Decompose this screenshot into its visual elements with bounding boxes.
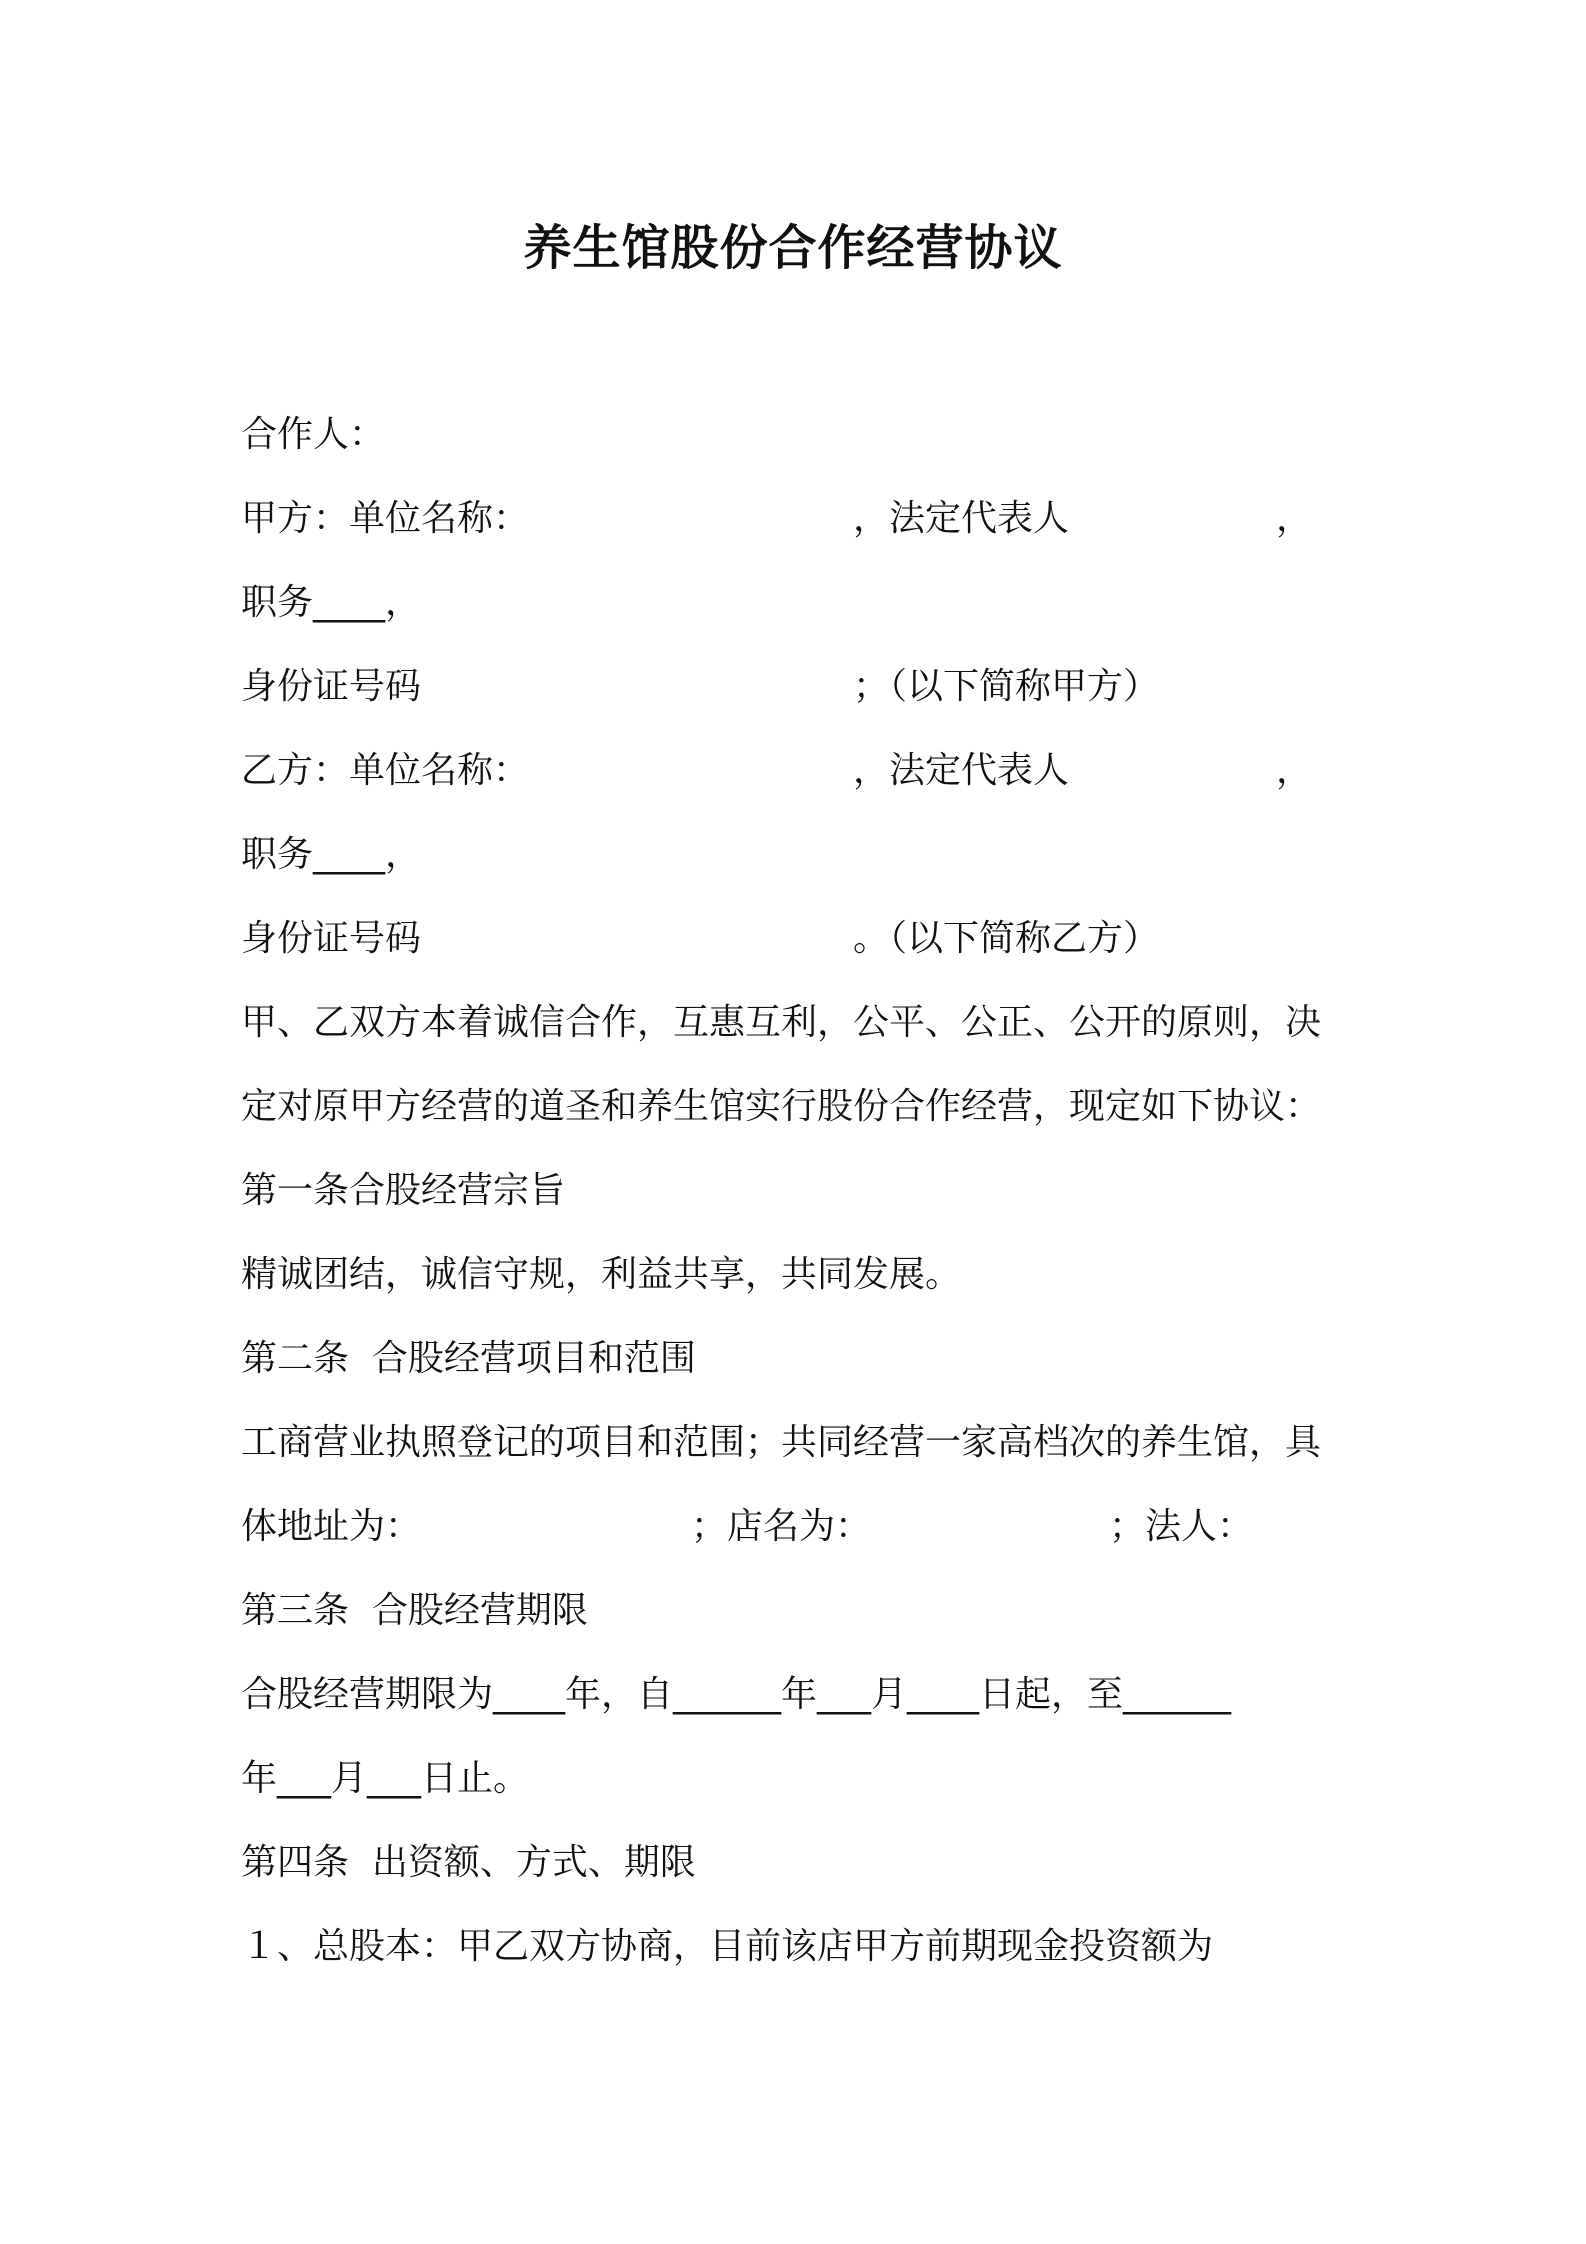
party-b-rep-end: ， [1276,750,1313,791]
article-2-text-line-1: 工商营业执照登记的项目和范围；共同经营一家高档次的养生馆，具 [241,1422,1322,1463]
party-b-id-label: 身份证号码 [241,918,422,959]
party-a-id-line [241,662,1160,712]
article-2-heading: 第二条 合股经营项目和范围 [241,1338,696,1379]
intro-paragraph-line-2: 定对原甲方经营的道圣和养生馆实行股份合作经营，现定如下协议： [241,1086,1322,1127]
party-a-rep-label: ，法定代表人 [853,498,1070,539]
article-1-heading: 第一条合股经营宗旨 [241,1170,566,1211]
document-title: 养生馆股份合作经营协议 [523,220,1063,276]
party-a-unit-label: 甲方：单位名称： [241,498,530,539]
article-1-text: 精诚团结，诚信守规，利益共享，共同发展。 [241,1254,962,1295]
partners-label: 合作人： [241,414,386,455]
article-2-address-line [241,1502,1254,1552]
article-2-store-label: ；店名为： [691,1506,872,1547]
party-a-id-end: ；（以下简称甲方） [853,666,1160,707]
article-2-address-label: 体地址为： [241,1506,422,1547]
party-b-unit-line [241,746,1313,796]
party-b-id-end: 。（以下简称乙方） [853,918,1160,959]
article-4-item-1: １、总股本：甲乙双方协商，目前该店甲方前期现金投资额为 [241,1926,1214,1967]
article-3-heading: 第三条 合股经营期限 [241,1590,588,1631]
party-a-id-label: 身份证号码 [241,666,422,707]
party-b-unit-label: 乙方：单位名称： [241,750,530,791]
intro-paragraph-line-1: 甲、乙双方本着诚信合作，互惠互利，公平、公正、公开的原则，决 [241,1002,1322,1043]
party-a-unit-line [241,494,1313,544]
article-2-legal-label: ；法人： [1109,1506,1254,1547]
party-a-position: 职务____， [241,582,422,623]
party-b-rep-label: ，法定代表人 [853,750,1070,791]
article-3-text-line-2: 年___月___日止。 [241,1758,530,1799]
party-b-position: 职务____， [241,834,422,875]
article-3-text-line-1: 合股经营期限为____年，自______年___月____日起，至______ [241,1674,1232,1715]
article-4-heading: 第四条 出资额、方式、期限 [241,1842,696,1883]
party-a-rep-end: ， [1276,498,1313,539]
party-b-id-line [241,914,1160,964]
